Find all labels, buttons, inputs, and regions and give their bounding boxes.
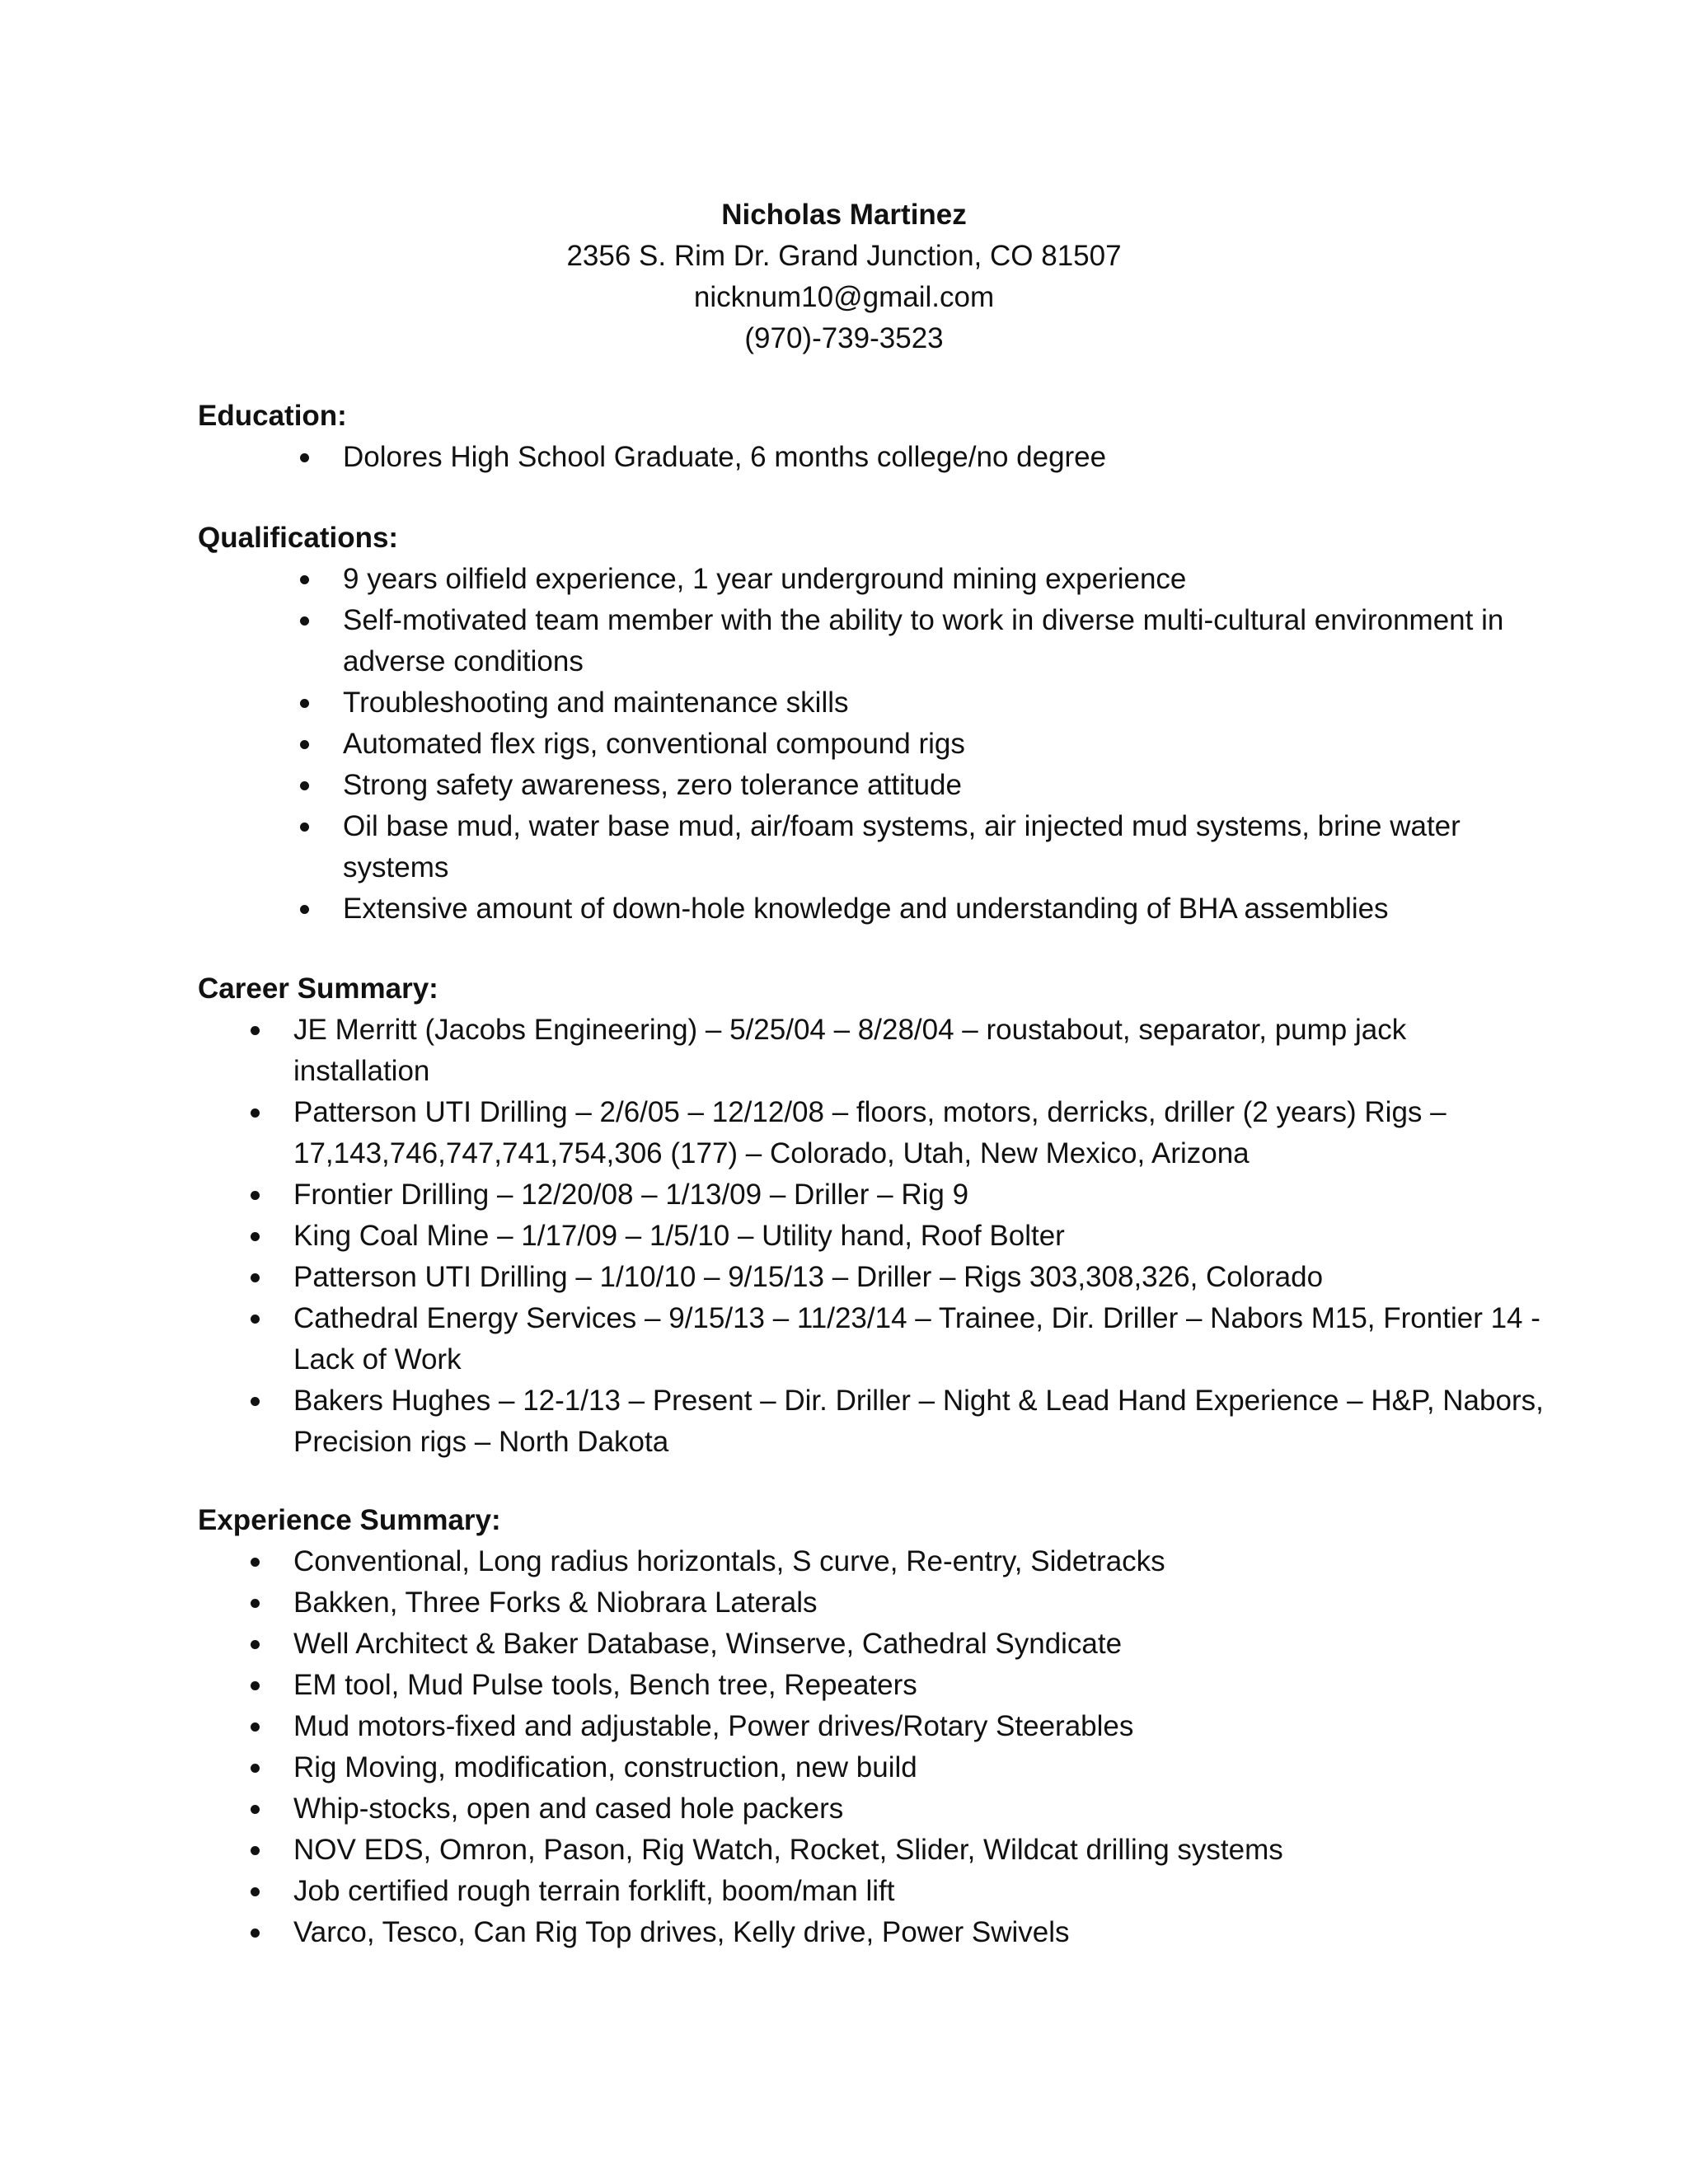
bullet-icon bbox=[251, 1558, 260, 1567]
list-item-text: Patterson UTI Drilling – 1/10/10 – 9/15/13 – Driller – Rigs 303,308,326, Colorado bbox=[293, 1261, 1324, 1293]
list-item-text: Patterson UTI Drilling – 2/6/05 – 12/12/08 – floors, motors, derricks, driller (2 years) Rigs – 17,143,746,747,741,754,306 (177) – Colorado, Utah, New Mexico, Arizona bbox=[293, 1096, 1447, 1169]
bullet-icon bbox=[251, 1887, 260, 1896]
list-item bbox=[198, 1174, 1550, 1216]
section-title: Education: bbox=[198, 400, 347, 432]
career-summary-section bbox=[198, 968, 1550, 1463]
list-item-text: Whip-stocks, open and cased hole packers bbox=[293, 1793, 844, 1825]
address: 2356 S. Rim Dr. Grand Junction, CO 81507 bbox=[566, 240, 1122, 272]
experience-list bbox=[198, 1541, 1550, 1953]
list-item bbox=[198, 559, 1550, 600]
bullet-icon bbox=[251, 1599, 260, 1608]
list-item bbox=[198, 1216, 1550, 1257]
list-item-text: Extensive amount of down-hole knowledge and understanding of BHA assemblies bbox=[343, 893, 1389, 925]
bullet-icon bbox=[300, 616, 309, 626]
list-item-text: JE Merritt (Jacobs Engineering) – 5/25/04 – 8/28/04 – roustabout, separator, pump jack installation bbox=[293, 1014, 1407, 1087]
phone: (970)-739-3523 bbox=[744, 322, 944, 354]
bullet-icon bbox=[251, 1846, 260, 1855]
education-list bbox=[198, 437, 1550, 478]
bullet-icon bbox=[251, 1273, 260, 1282]
list-item bbox=[198, 437, 1550, 478]
bullet-icon bbox=[251, 1191, 260, 1200]
list-item-text: Oil base mud, water base mud, air/foam systems, air injected mud systems, brine water systems bbox=[343, 810, 1461, 883]
education-section bbox=[198, 396, 1550, 478]
list-item-text: Bakken, Three Forks & Niobrara Laterals bbox=[293, 1586, 818, 1619]
bullet-icon bbox=[251, 1640, 260, 1649]
bullet-icon bbox=[251, 1929, 260, 1938]
list-item-text: Conventional, Long radius horizontals, S curve, Re-entry, Sidetracks bbox=[293, 1545, 1165, 1577]
list-item-text: Frontier Drilling – 12/20/08 – 1/13/09 – Driller – Rig 9 bbox=[293, 1179, 969, 1211]
section-title: Qualifications: bbox=[198, 522, 399, 554]
list-item bbox=[198, 682, 1550, 724]
email: nicknum10@gmail.com bbox=[693, 281, 995, 313]
list-item-text: Job certified rough terrain forklift, boom/man lift bbox=[293, 1875, 895, 1907]
list-item-text: Strong safety awareness, zero tolerance attitude bbox=[343, 769, 962, 801]
list-item bbox=[198, 1912, 1550, 1953]
bullet-icon bbox=[300, 905, 309, 914]
list-item bbox=[198, 1624, 1550, 1665]
bullet-icon bbox=[300, 781, 309, 790]
bullet-icon bbox=[300, 740, 309, 749]
list-item-text: Dolores High School Graduate, 6 months college/no degree bbox=[343, 441, 1107, 473]
list-item bbox=[198, 888, 1550, 930]
bullet-icon bbox=[300, 575, 309, 584]
experience-summary-section bbox=[198, 1500, 1550, 1953]
list-item-text: Rig Moving, modification, construction, new build bbox=[293, 1751, 917, 1783]
list-item bbox=[198, 1092, 1550, 1174]
list-item bbox=[198, 1257, 1550, 1298]
list-item bbox=[198, 1747, 1550, 1788]
list-item-text: Troubleshooting and maintenance skills bbox=[343, 687, 849, 719]
list-item bbox=[198, 1788, 1550, 1830]
contact-header bbox=[0, 194, 1688, 359]
list-item-text: King Coal Mine – 1/17/09 – 1/5/10 – Utility hand, Roof Bolter bbox=[293, 1220, 1065, 1252]
list-item bbox=[198, 1830, 1550, 1871]
list-item-text: EM tool, Mud Pulse tools, Bench tree, Repeaters bbox=[293, 1669, 917, 1701]
bullet-icon bbox=[251, 1026, 260, 1035]
list-item-text: Mud motors-fixed and adjustable, Power drives/Rotary Steerables bbox=[293, 1710, 1134, 1742]
list-item-text: Automated flex rigs, conventional compound rigs bbox=[343, 728, 965, 760]
list-item-text: Bakers Hughes – 12-1/13 – Present – Dir. Driller – Night & Lead Hand Experience – H&P, Nabors, Precision rigs – North Dakota bbox=[293, 1385, 1544, 1458]
list-item bbox=[198, 724, 1550, 765]
bullet-icon bbox=[300, 453, 309, 462]
list-item-text: Cathedral Energy Services – 9/15/13 – 11/23/14 – Trainee, Dir. Driller – Nabors M15, Frontier 14 - Lack of Work bbox=[293, 1302, 1540, 1376]
section-title: Career Summary: bbox=[198, 972, 438, 1005]
career-list bbox=[198, 1010, 1550, 1463]
list-item bbox=[198, 806, 1550, 888]
list-item bbox=[198, 1541, 1550, 1582]
qualifications-section bbox=[198, 518, 1550, 930]
list-item bbox=[198, 1380, 1550, 1463]
list-item bbox=[198, 1706, 1550, 1747]
bullet-icon bbox=[300, 699, 309, 708]
bullet-icon bbox=[251, 1722, 260, 1732]
bullet-icon bbox=[251, 1397, 260, 1406]
list-item bbox=[198, 765, 1550, 806]
list-item-text: Varco, Tesco, Can Rig Top drives, Kelly drive, Power Swivels bbox=[293, 1916, 1070, 1948]
bullet-icon bbox=[300, 823, 309, 832]
list-item-text: NOV EDS, Omron, Pason, Rig Watch, Rocket, Slider, Wildcat drilling systems bbox=[293, 1834, 1283, 1866]
bullet-icon bbox=[251, 1805, 260, 1814]
list-item bbox=[198, 1010, 1550, 1092]
list-item-text: 9 years oilfield experience, 1 year underground mining experience bbox=[343, 563, 1187, 595]
list-item bbox=[198, 1871, 1550, 1912]
list-item bbox=[198, 1665, 1550, 1706]
bullet-icon bbox=[251, 1232, 260, 1241]
applicant-name: Nicholas Martinez bbox=[721, 199, 967, 231]
list-item bbox=[198, 1298, 1550, 1380]
qualifications-list bbox=[198, 559, 1550, 930]
bullet-icon bbox=[251, 1764, 260, 1773]
list-item bbox=[198, 1582, 1550, 1624]
section-title: Experience Summary: bbox=[198, 1504, 501, 1536]
list-item bbox=[198, 600, 1550, 682]
bullet-icon bbox=[251, 1315, 260, 1324]
bullet-icon bbox=[251, 1681, 260, 1690]
list-item-text: Well Architect & Baker Database, Winserve, Cathedral Syndicate bbox=[293, 1628, 1123, 1660]
list-item-text: Self-motivated team member with the ability to work in diverse multi-cultural environment in adverse conditions bbox=[343, 604, 1504, 677]
bullet-icon bbox=[251, 1108, 260, 1118]
